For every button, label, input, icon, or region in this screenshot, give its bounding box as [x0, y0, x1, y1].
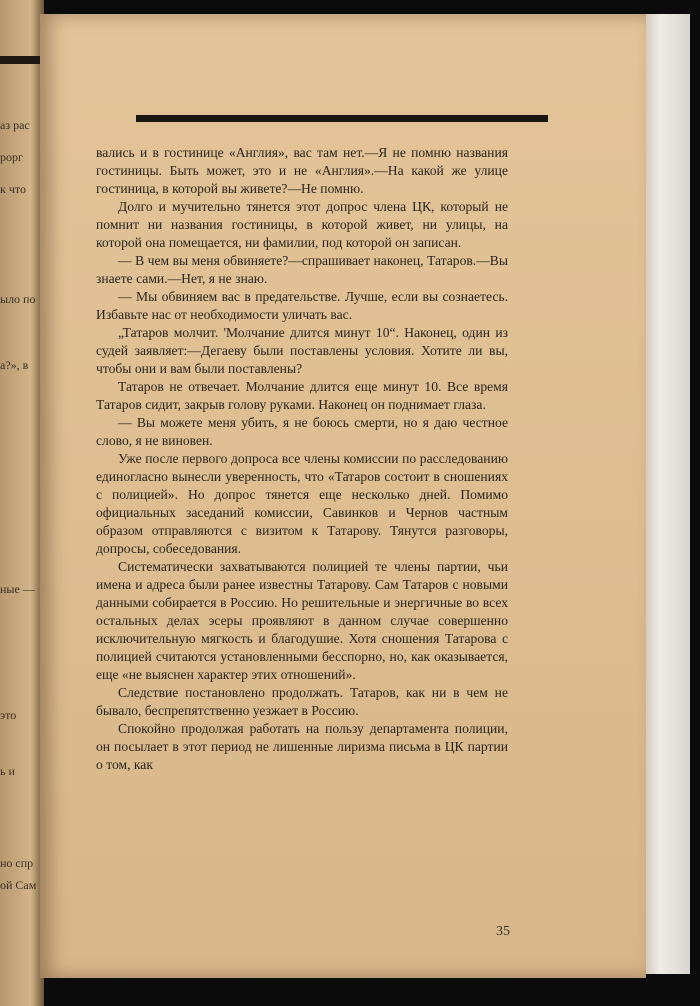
paragraph: Долго и мучительно тянется этот допрос члена ЦК, который не помнит ни названия гостиницы, в которой живет, ни улицы, на которой она помещается, ни фамилии, под которой он записан.: [96, 199, 508, 250]
left-page-fragment: ыло по: [0, 292, 36, 306]
paragraph: — Вы можете меня убить, я не боюсь смерти, но я даю честное слово, я не виновен.: [96, 415, 508, 448]
left-page-fragment: к что: [0, 182, 26, 196]
paragraph: Систематически захватываются полицией те члены партии, чьи имена и адреса были ранее известны Татарову. Сам Татаров с новыми данными собирается в Россию. Но решительные и энергичные во всех остальных делах эсеры проявляют в данном случае совершенно исключительную мягкость и благодушие. Хотя сношения Татарова с полицией считаются установленными бесспорно, но, как оказывается, еще «не выяснен характер этих отношений».: [96, 559, 508, 682]
paragraph: „Татаров молчит. 'Молчание длится минут 10“. Наконец, один из судей заявляет:—Дегаеву были поставлены условия. Хотите ли вы, чтобы они и вам были поставлены?: [96, 325, 508, 376]
header-rule: [136, 115, 548, 122]
paragraph: Следствие постановлено продолжать. Татаров, как ни в чем не бывало, беспрепятственно уезжает в Россию.: [96, 685, 508, 718]
page-body-text: [96, 144, 508, 774]
paragraph: Спокойно продолжая работать на пользу департамента полиции, он посылает в этот период не лишенные лиризма письма в ЦК партии о том, как: [96, 721, 508, 772]
paragraph: Татаров не отвечает. Молчание длится еще минут 10. Все время Татаров сидит, закрыв голову руками. Наконец он поднимает глаза.: [96, 379, 508, 412]
left-page-fragment: ь и: [0, 764, 15, 778]
page-number: 35: [496, 924, 510, 939]
paragraph: вались и в гостинице «Англия», вас там нет.—Я не помню названия гостиницы. Быть может, это и не «Англия».—На какой же улице гостиница, в которой вы живете?—Не помню.: [96, 145, 508, 196]
left-page-fragment: ные —: [0, 582, 35, 596]
left-page-edge: [0, 0, 44, 1006]
left-page-fragment: ой Сам: [0, 878, 37, 892]
left-page-fragment: рорг: [0, 150, 23, 164]
left-page-fragment: но спр: [0, 856, 34, 870]
paragraph: — В чем вы меня обвиняете?—спрашивает наконец, Татаров.—Вы знаете сами.—Нет, я не знаю.: [96, 253, 508, 286]
left-page-fragment: аз рас: [0, 118, 30, 132]
left-page-fragment: это: [0, 708, 17, 722]
paragraph: Уже после первого допроса все члены комиссии по расследованию единогласно вынесли уверенность, что «Татаров состоит в сношениях с полицией». Но допрос тянется еще несколько дней. Помимо официальных заседаний комиссии, Савинков и Чернов частным образом отправляются с визитом к Татарову. Тянутся разговоры, допросы, собеседования.: [96, 451, 508, 556]
book-cover-edge: [640, 14, 690, 974]
left-page-rule: [0, 56, 44, 64]
paragraph: — Мы обвиняем вас в предательстве. Лучше, если вы сознаетесь. Избавьте нас от необходимости уличать вас.: [96, 289, 508, 322]
left-page-fragment: а?», в: [0, 358, 29, 372]
